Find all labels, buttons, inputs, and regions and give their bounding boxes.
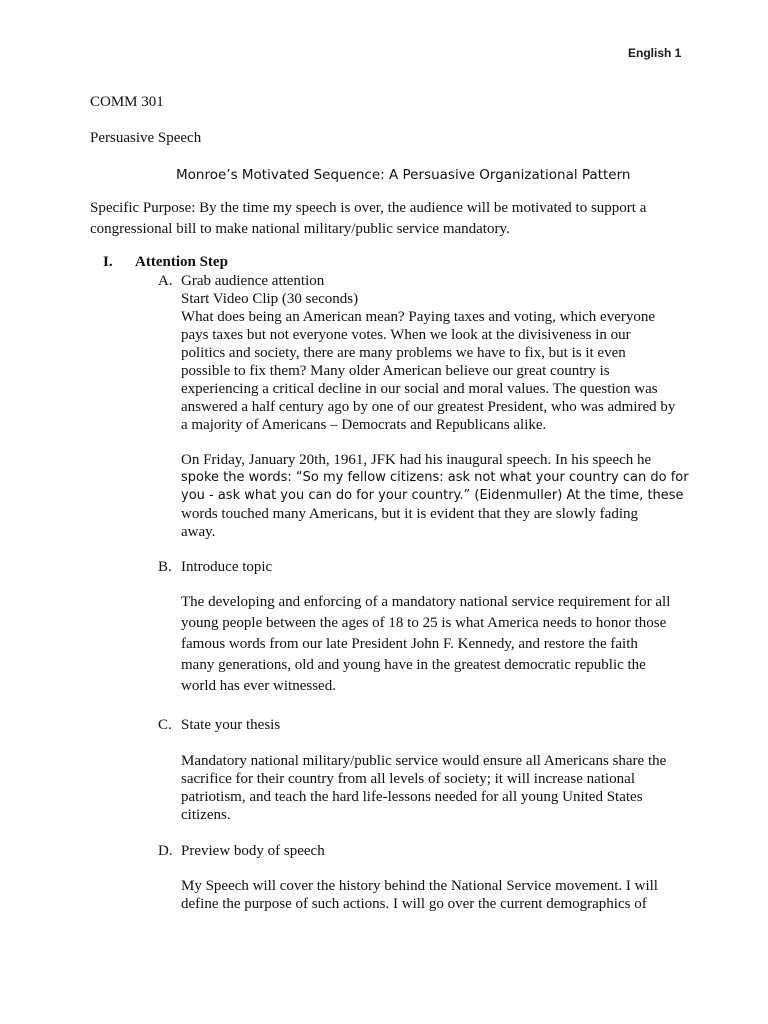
item-a-quote-line: On Friday, January 20th, 1961, JFK had his inaugural speech. In his speech he [181,452,652,468]
specific-purpose [90,198,646,240]
document-title: Monroe’s Motivated Sequence: A Persuasive Organizational Pattern [176,167,631,183]
speech-type: Persuasive Speech [90,130,202,146]
item-a-line: politics and society, there are many problems we have to fix, but is it even [181,345,626,361]
item-c-line: patriotism, and teach the hard life-lessons needed for all young United States [181,789,643,805]
item-a-line: Start Video Clip (30 seconds) [181,291,359,307]
item-d-label: Preview body of speech [181,843,325,859]
item-c-line: citizens. [181,807,231,823]
item-a-line: pays taxes but not everyone votes. When we look at the divisiveness in our [181,327,631,343]
item-d-body [181,877,658,913]
item-b-line: famous words from our late President John F. Kennedy, and restore the faith [181,636,638,652]
item-d-letter: D. [158,843,173,859]
item-a-quote-line: spoke the words: “So my fellow citizens: ask not what your country can do for [181,470,689,485]
item-c-line: Mandatory national military/public service would ensure all Americans share the [181,753,667,769]
item-a-quote-line: away. [181,524,216,540]
item-d-line: define the purpose of such actions. I will go over the current demographics of [181,896,647,912]
course-code: COMM 301 [90,94,164,110]
item-b-body [181,592,670,697]
item-a-line: answered a half century ago by one of our greatest President, who was admired by [181,399,676,415]
item-a-letter: A. [158,273,173,289]
item-b-letter: B. [158,559,172,575]
item-a-quote-paragraph [181,451,689,541]
item-a-line: What does being an American mean? Paying taxes and voting, which everyone [181,309,656,325]
item-d-line: My Speech will cover the history behind the National Service movement. I will [181,878,658,894]
item-a-label: Grab audience attention [181,273,325,289]
page-header-label: English 1 [628,46,682,60]
section-numeral: I. [103,254,113,270]
item-a-line: a majority of Americans – Democrats and Republicans alike. [181,417,547,433]
item-b-line: world has ever witnessed. [181,678,336,694]
item-a-line: experiencing a critical decline in our social and moral values. The question was [181,381,658,397]
item-c-line: sacrifice for their country from all levels of society; it will increase national [181,771,635,787]
item-b-line: young people between the ages of 18 to 25 is what America needs to honor those [181,615,667,631]
item-c-label: State your thesis [181,717,281,733]
item-b-line: The developing and enforcing of a mandatory national service requirement for all [181,594,671,610]
item-a-line: possible to fix them? Many older American believe our great country is [181,363,610,379]
section-heading: Attention Step [135,254,228,270]
item-a-quote-line: words touched many Americans, but it is evident that they are slowly fading [181,506,638,522]
item-a-body [181,290,675,434]
item-c-letter: C. [158,717,172,733]
item-c-body [181,752,666,824]
item-b-label: Introduce topic [181,559,273,575]
item-b-line: many generations, old and young have in the greatest democratic republic the [181,657,646,673]
item-a-quote-line: you - ask what you can do for your country.” (Eidenmuller) At the time, these [181,488,684,503]
specific-purpose-line: Specific Purpose: By the time my speech is over, the audience will be motivated to support a [90,200,647,216]
specific-purpose-line: congressional bill to make national military/public service mandatory. [90,221,510,237]
